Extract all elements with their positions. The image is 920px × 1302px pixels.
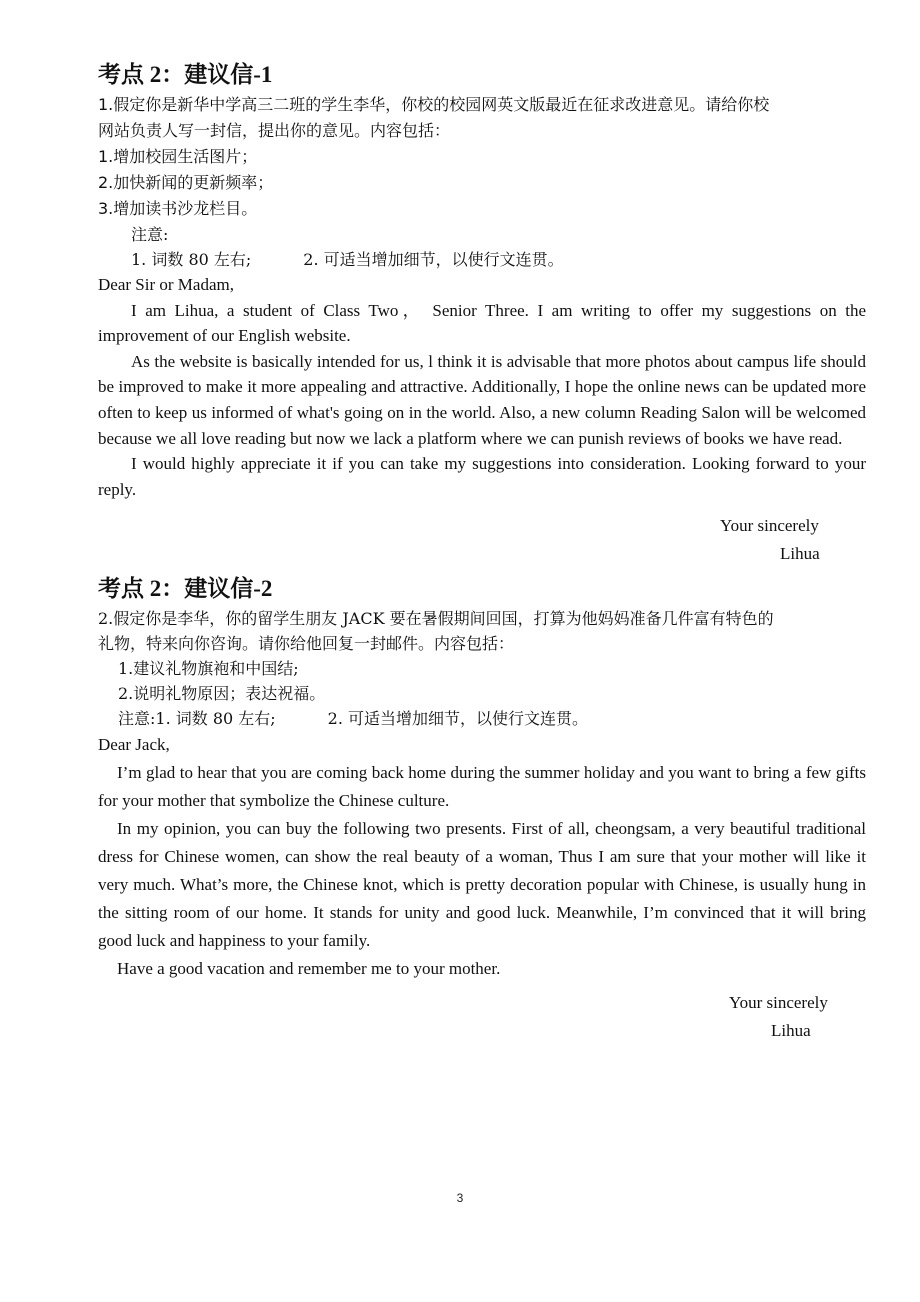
letter-signature: Lihua bbox=[771, 1021, 811, 1041]
prompt-line: 礼物，特来向你咨询。请你给他回复一封邮件。内容包括： bbox=[98, 634, 515, 654]
section-heading: 考点 2：建议信-1 bbox=[98, 62, 273, 87]
prompt-line: 2.假定你是李华，你的留学生朋友 JACK 要在暑假期间回国，打算为他妈妈准备几件富有特色的 bbox=[98, 609, 774, 629]
content-point: 2.加快新闻的更新频率； bbox=[98, 173, 274, 192]
letter-paragraph: In my opinion, you can buy the following two presents. First of all, cheongsam, a very beautiful traditional dress for Chinese women, can show the real beauty of a woman, Thus I am sure that your mother will like it very much. What’s more, the Chinese knot, which is pretty decoration popular with Chinese, is usually hung in the sitting room of our home. It stands for unity and good luck. Meanwhile, I’m convinced that it will bring good luck and happiness to your family. bbox=[98, 819, 866, 951]
note-item: 2. 可适当增加细节，以使行文连贯。 bbox=[327, 709, 589, 729]
letter-paragraph: I’m glad to hear that you are coming back home during the summer holiday and you want to bring a few gifts for your mother that symbolize the Chinese culture. bbox=[98, 763, 866, 811]
prompt-line: 1.假定你是新华中学高三二班的学生李华，你校的校园网英文版最近在征求改进意见。请给你校 bbox=[98, 95, 770, 114]
letter-closing: Your sincerely bbox=[729, 993, 828, 1013]
section-suggestion-letter-1 bbox=[98, 60, 866, 568]
content-point: 3.增加读书沙龙栏目。 bbox=[98, 199, 258, 218]
letter-paragraph: I am Lihua, a student of Class Two， Senior Three. I am writing to offer my suggestions on the improvement of our English website. bbox=[98, 300, 866, 346]
letter-salutation: Dear Jack, bbox=[98, 735, 170, 755]
letter-sign-off bbox=[98, 989, 866, 1045]
task-prompt bbox=[98, 92, 866, 222]
letter-signature: Lihua bbox=[780, 544, 820, 564]
note-row bbox=[98, 247, 866, 272]
page-number: 3 bbox=[456, 1191, 464, 1205]
note-label: 注意: bbox=[131, 225, 169, 244]
note-row bbox=[98, 706, 866, 731]
prompt-line: 网站负责人写一封信，提出你的意见。内容包括： bbox=[98, 121, 451, 140]
letter-body bbox=[98, 272, 866, 502]
note-item: 注意:1. 词数 80 左右; bbox=[118, 709, 276, 729]
letter-paragraph: I would highly appreciate it if you can take my suggestions into consideration. Looking forward to your reply. bbox=[98, 454, 866, 499]
task-prompt bbox=[98, 606, 866, 731]
letter-body bbox=[98, 731, 866, 983]
letter-paragraph: As the website is basically intended for us, l think it is advisable that more photos about campus life should be improved to make it more appealing and attractive. Additionally, I hope the online news can be updated more often to keep us informed of what's going on in the world. Also, a new column Reading Salon will be welcomed because we all love reading but now we lack a platform where we can punish reviews of books we have read. bbox=[98, 351, 866, 448]
note-item: 2. 可适当增加细节，以使行文连贯。 bbox=[303, 250, 564, 269]
task-notes bbox=[98, 222, 866, 272]
note-item: 1. 词数 80 左右; bbox=[131, 250, 252, 269]
section-suggestion-letter-2 bbox=[98, 574, 866, 1045]
letter-closing: Your sincerely bbox=[720, 516, 819, 536]
document-page bbox=[98, 60, 866, 1045]
letter-paragraph: Have a good vacation and remember me to your mother. bbox=[117, 959, 501, 979]
content-point: 1.增加校园生活图片； bbox=[98, 147, 258, 166]
section-heading: 考点 2：建议信-2 bbox=[98, 576, 273, 602]
content-point: 1.建议礼物旗袍和中国结; bbox=[118, 659, 299, 679]
content-point: 2.说明礼物原因；表达祝福。 bbox=[118, 684, 326, 704]
letter-sign-off bbox=[98, 512, 866, 568]
letter-salutation: Dear Sir or Madam, bbox=[98, 275, 234, 294]
